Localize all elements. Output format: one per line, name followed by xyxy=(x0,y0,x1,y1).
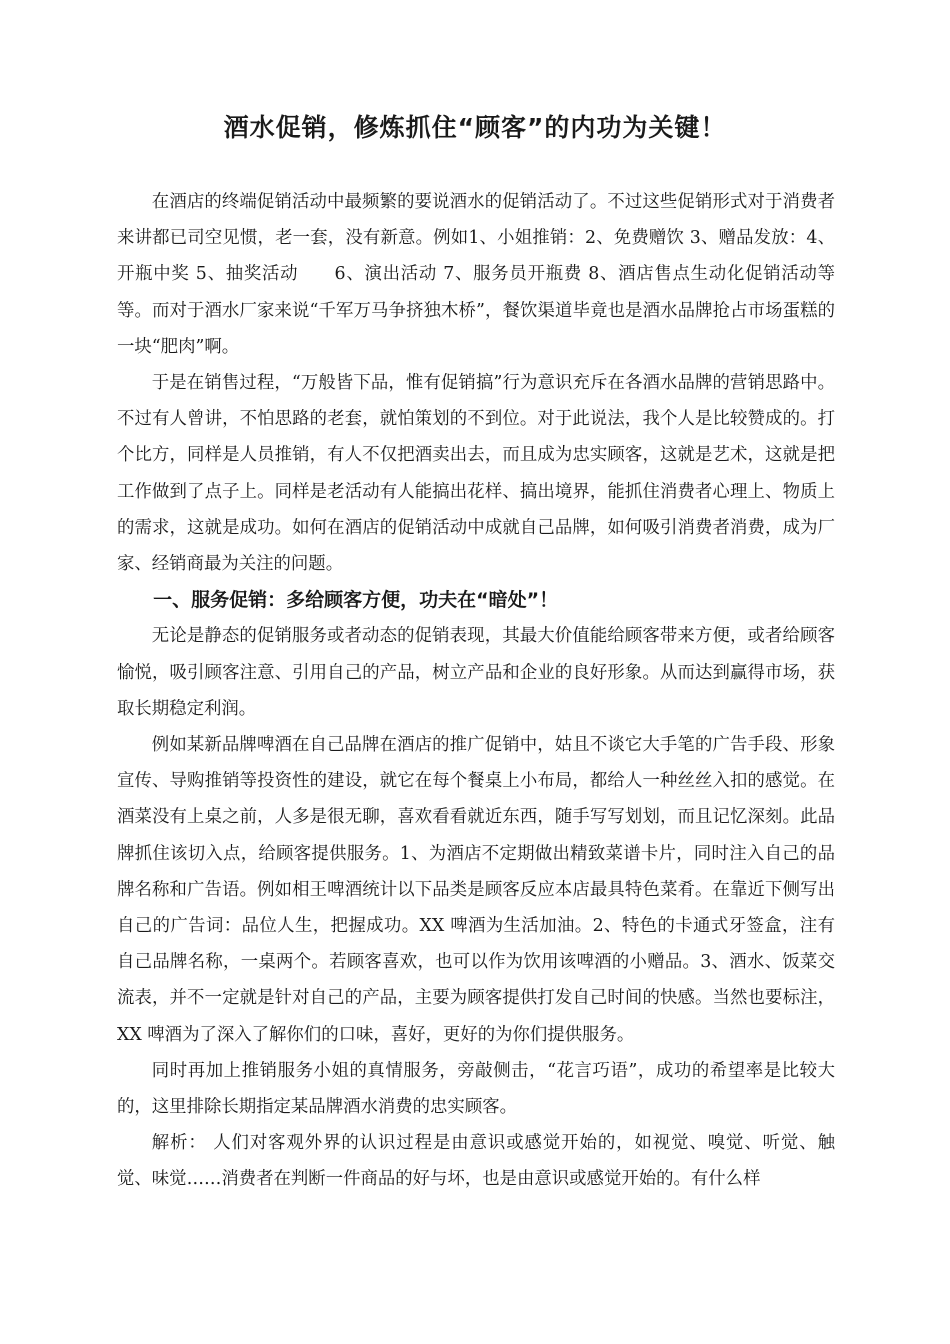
paragraph: 同时再加上推销服务小姐的真情服务，旁敲侧击，“花言巧语”，成功的希望率是比较大的，这里排除长期指定某品牌酒水消费的忠实顾客。 xyxy=(117,1060,835,1118)
paragraph: 解析： 人们对客观外界的认识过程是由意识或感觉开始的，如视觉、嗅觉、听觉、触觉、味觉……消费者在判断一件商品的好与坏，也是由意识或感觉开始的。有什么样 xyxy=(117,1133,835,1190)
paragraph: 在酒店的终端促销活动中最频繁的要说酒水的促销活动了。不过这些促销形式对于消费者来讲都已司空见惯，老一套，没有新意。例如1、小姐推销：2、免费赠饮 3、赠品发放：4、开瓶中奖 5、抽奖活动 6、演出活动 7、服务员开瓶费 8、酒店售点生动化促销活动等等。而对于酒水厂家来说“千军万马争挤独木桥”，餐饮渠道毕竟也是酒水品牌抢占市场蛋糕的一块“肥肉”啊。 xyxy=(117,192,835,357)
paragraph: 例如某新品牌啤酒在自己品牌在酒店的推广促销中，姑且不谈它大手笔的广告手段、形象宣传、导购推销等投资性的建设，就它在每个餐桌上小布局，都给人一种丝丝入扣的感觉。在酒菜没有上桌之前，人多是很无聊，喜欢看看就近东西，随手写写划划，而且记忆深刻。此品牌抓住该切入点，给顾客提供服务。1、为酒店不定期做出精致菜谱卡片，同时注入自己的品牌名称和广告语。例如相王啤酒统计以下品类是顾客反应本店最具特色菜肴。在靠近下侧写出自己的广告词：品位人生，把握成功。XX 啤酒为生活加油。2、特色的卡通式牙签盒，注有自己品牌名称，一桌两个。若顾客喜欢，也可以作为饮用该啤酒的小赠品。3、酒水、饭菜交流表，并不一定就是针对自己的产品，主要为顾客提供打发自己时间的快感。当然也要标注，XX 啤酒为了深入了解你们的口味，喜好，更好的为你们提供服务。 xyxy=(117,735,835,1045)
document-body xyxy=(117,184,835,1198)
section-heading: 一、服务促销：多给顾客方便，功夫在“暗处”！ xyxy=(153,589,559,612)
paragraph: 于是在销售过程，“万般皆下品，惟有促销搞”行为意识充斥在各酒水品牌的营销思路中。不过有人曾讲，不怕思路的老套，就怕策划的不到位。对于此说法，我个人是比较赞成的。打个比方，同样是人员推销，有人不仅把酒卖出去，而且成为忠实顾客，这就是艺术，这就是把工作做到了点子上。同样是老活动有人能搞出花样、搞出境界，能抓住消费者心理上、物质上的需求，这就是成功。如何在酒店的促销活动中成就自己品牌，如何吸引消费者消费，成为厂家、经销商最为关注的问题。 xyxy=(117,373,835,575)
paragraph: 无论是静态的促销服务或者动态的促销表现，其最大价值能给顾客带来方便，或者给顾客愉悦，吸引顾客注意、引用自己的产品，树立产品和企业的良好形象。从而达到赢得市场，获取长期稳定利润。 xyxy=(117,626,835,719)
document-title: 酒水促销，修炼抓住“顾客”的内功为关键！ xyxy=(223,113,727,142)
